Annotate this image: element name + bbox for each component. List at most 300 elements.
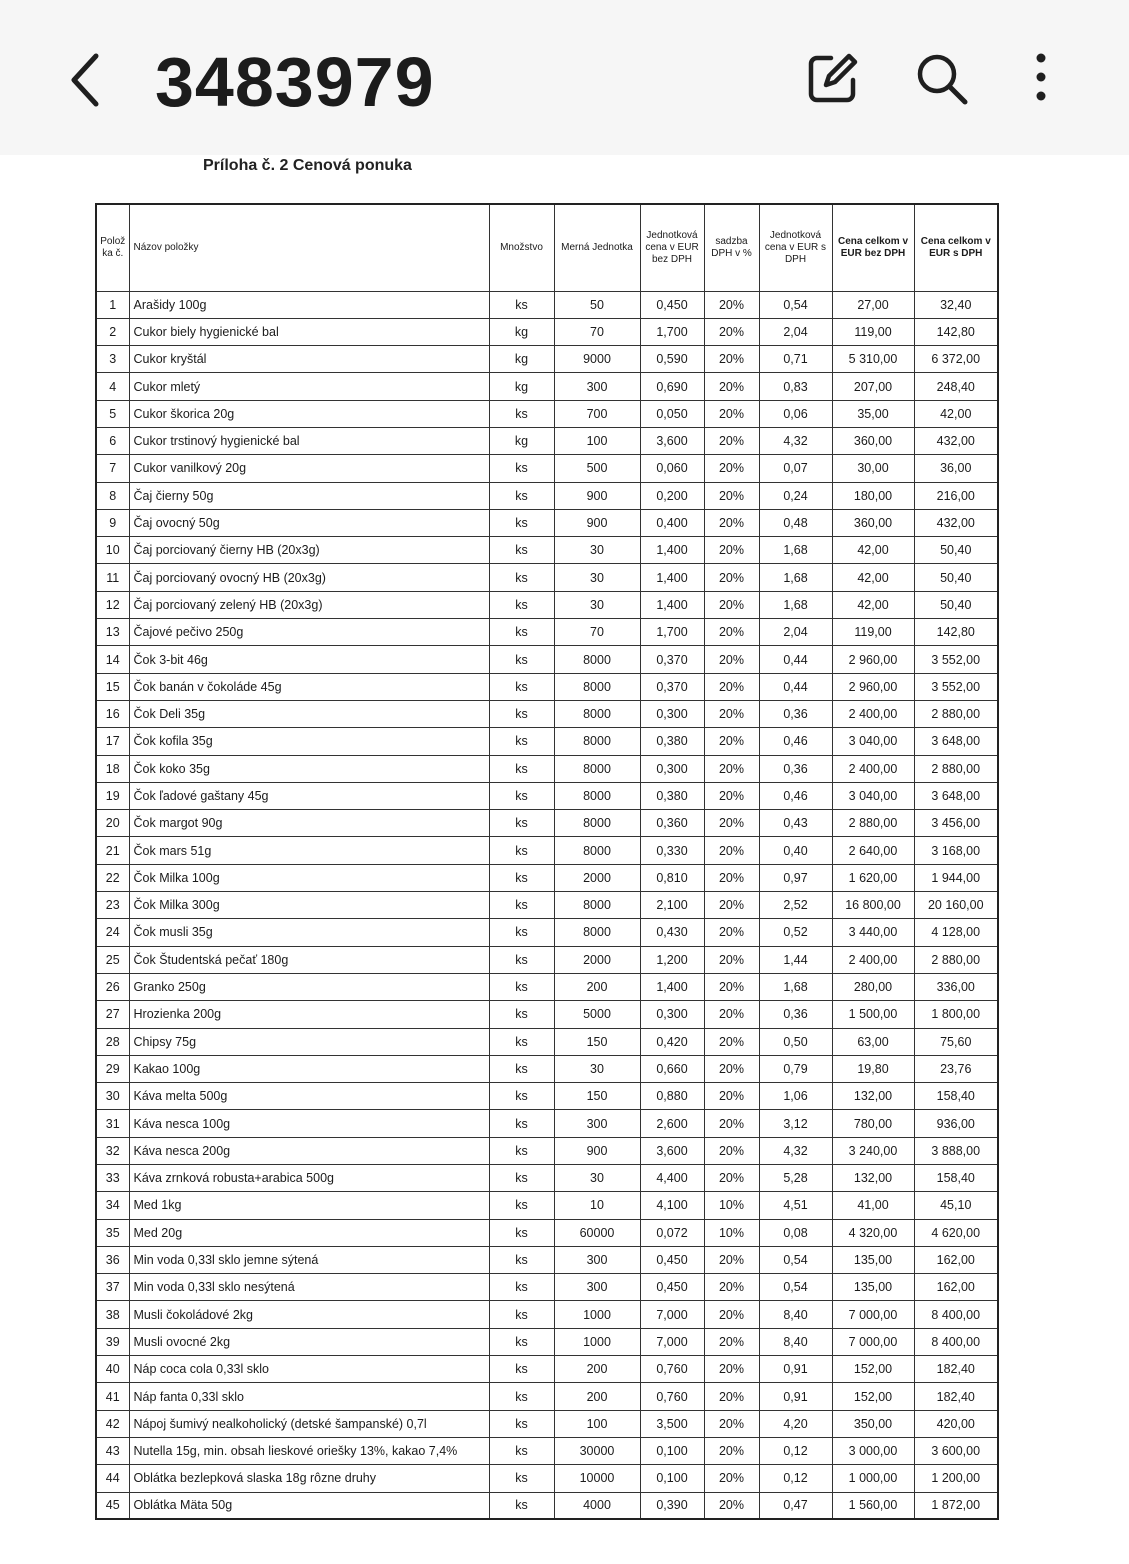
cell-qty: 300 [554, 1246, 640, 1273]
cell-total-gross: 936,00 [914, 1110, 998, 1137]
cell-name: Cukor trstinový hygienické bal [129, 427, 489, 454]
cell-total-gross: 1 872,00 [914, 1492, 998, 1519]
cell-unit-price-net: 0,380 [640, 728, 704, 755]
cell-vat-rate: 20% [704, 509, 759, 536]
cell-qty: 60000 [554, 1219, 640, 1246]
cell-name: Kakao 100g [129, 1055, 489, 1082]
cell-unit-price-gross: 2,04 [759, 318, 832, 345]
cell-unit-price-net: 7,000 [640, 1301, 704, 1328]
cell-qty: 10000 [554, 1465, 640, 1492]
cell-unit: ks [489, 537, 554, 564]
cell-unit-price-net: 4,100 [640, 1192, 704, 1219]
cell-total-gross: 420,00 [914, 1410, 998, 1437]
cell-unit-price-net: 0,660 [640, 1055, 704, 1082]
cell-total-net: 119,00 [832, 318, 914, 345]
cell-no: 43 [96, 1437, 129, 1464]
cell-qty: 300 [554, 373, 640, 400]
cell-vat-rate: 20% [704, 919, 759, 946]
table-row [96, 1465, 998, 1492]
cell-unit-price-net: 0,450 [640, 291, 704, 318]
cell-name: Hrozienka 200g [129, 1001, 489, 1028]
cell-unit-price-gross: 8,40 [759, 1328, 832, 1355]
cell-total-net: 27,00 [832, 291, 914, 318]
cell-vat-rate: 20% [704, 755, 759, 782]
cell-qty: 30 [554, 537, 640, 564]
cell-total-gross: 142,80 [914, 619, 998, 646]
cell-name: Chipsy 75g [129, 1028, 489, 1055]
cell-vat-rate: 20% [704, 1274, 759, 1301]
cell-unit: ks [489, 973, 554, 1000]
cell-total-net: 360,00 [832, 427, 914, 454]
cell-unit-price-net: 0,100 [640, 1465, 704, 1492]
cell-total-net: 2 400,00 [832, 946, 914, 973]
cell-name: Cukor vanilkový 20g [129, 455, 489, 482]
cell-unit-price-net: 7,000 [640, 1328, 704, 1355]
cell-total-gross: 3 168,00 [914, 837, 998, 864]
cell-no: 42 [96, 1410, 129, 1437]
cell-total-gross: 4 128,00 [914, 919, 998, 946]
cell-unit: ks [489, 619, 554, 646]
cell-name: Med 20g [129, 1219, 489, 1246]
cell-qty: 5000 [554, 1001, 640, 1028]
cell-unit: ks [489, 1383, 554, 1410]
cell-unit-price-gross: 0,50 [759, 1028, 832, 1055]
cell-unit: ks [489, 291, 554, 318]
cell-vat-rate: 20% [704, 564, 759, 591]
table-row [96, 1437, 998, 1464]
cell-vat-rate: 20% [704, 427, 759, 454]
cell-unit-price-gross: 2,04 [759, 619, 832, 646]
cell-unit-price-net: 3,500 [640, 1410, 704, 1437]
cell-no: 28 [96, 1028, 129, 1055]
cell-unit-price-gross: 0,47 [759, 1492, 832, 1519]
cell-vat-rate: 20% [704, 1356, 759, 1383]
cell-no: 10 [96, 537, 129, 564]
cell-vat-rate: 20% [704, 373, 759, 400]
cell-name: Cukor kryštál [129, 346, 489, 373]
table-row [96, 427, 998, 454]
cell-unit-price-gross: 0,44 [759, 646, 832, 673]
cell-total-gross: 8 400,00 [914, 1328, 998, 1355]
cell-vat-rate: 20% [704, 892, 759, 919]
cell-unit-price-net: 1,200 [640, 946, 704, 973]
cell-total-gross: 50,40 [914, 537, 998, 564]
cell-unit: ks [489, 1110, 554, 1137]
cell-total-net: 16 800,00 [832, 892, 914, 919]
cell-unit-price-net: 0,360 [640, 810, 704, 837]
table-row [96, 919, 998, 946]
cell-total-net: 2 640,00 [832, 837, 914, 864]
cell-unit-price-gross: 0,36 [759, 700, 832, 727]
cell-vat-rate: 20% [704, 837, 759, 864]
cell-total-gross: 216,00 [914, 482, 998, 509]
cell-unit: ks [489, 564, 554, 591]
table-row [96, 1410, 998, 1437]
cell-unit: kg [489, 346, 554, 373]
cell-name: Musli ovocné 2kg [129, 1328, 489, 1355]
cell-no: 45 [96, 1492, 129, 1519]
cell-name: Nutella 15g, min. obsah lieskové oriešky 13%, kakao 7,4% [129, 1437, 489, 1464]
table-row [96, 373, 998, 400]
cell-unit-price-gross: 0,54 [759, 1246, 832, 1273]
cell-qty: 8000 [554, 728, 640, 755]
cell-total-net: 180,00 [832, 482, 914, 509]
cell-unit-price-gross: 0,06 [759, 400, 832, 427]
table-row [96, 455, 998, 482]
cell-name: Cukor mletý [129, 373, 489, 400]
cell-vat-rate: 20% [704, 619, 759, 646]
cell-name: Čaj porciovaný čierny HB (20x3g) [129, 537, 489, 564]
cell-total-gross: 2 880,00 [914, 946, 998, 973]
cell-unit-price-net: 1,700 [640, 619, 704, 646]
cell-name: Čok mars 51g [129, 837, 489, 864]
table-row [96, 537, 998, 564]
cell-total-net: 132,00 [832, 1083, 914, 1110]
cell-qty: 30000 [554, 1437, 640, 1464]
cell-unit: ks [489, 892, 554, 919]
cell-qty: 500 [554, 455, 640, 482]
cell-unit: ks [489, 400, 554, 427]
search-button[interactable] [913, 50, 969, 106]
cell-no: 15 [96, 673, 129, 700]
cell-no: 29 [96, 1055, 129, 1082]
cell-total-net: 30,00 [832, 455, 914, 482]
cell-vat-rate: 20% [704, 946, 759, 973]
cell-name: Med 1kg [129, 1192, 489, 1219]
cell-name: Čok musli 35g [129, 919, 489, 946]
table-row [96, 564, 998, 591]
cell-unit-price-net: 0,370 [640, 646, 704, 673]
cell-vat-rate: 20% [704, 400, 759, 427]
col-header-unit: Merná Jednotka [554, 204, 640, 291]
table-row [96, 1219, 998, 1246]
cell-total-gross: 3 552,00 [914, 646, 998, 673]
cell-vat-rate: 20% [704, 782, 759, 809]
cell-name: Čok Deli 35g [129, 700, 489, 727]
cell-no: 20 [96, 810, 129, 837]
cell-unit-price-gross: 1,06 [759, 1083, 832, 1110]
cell-unit: ks [489, 919, 554, 946]
cell-qty: 8000 [554, 919, 640, 946]
cell-unit-price-net: 0,690 [640, 373, 704, 400]
cell-vat-rate: 10% [704, 1192, 759, 1219]
cell-total-net: 3 240,00 [832, 1137, 914, 1164]
cell-unit: ks [489, 1356, 554, 1383]
cell-unit-price-gross: 0,79 [759, 1055, 832, 1082]
cell-no: 26 [96, 973, 129, 1000]
cell-unit: ks [489, 509, 554, 536]
cell-unit: ks [489, 864, 554, 891]
cell-unit-price-net: 0,100 [640, 1437, 704, 1464]
cell-total-gross: 3 552,00 [914, 673, 998, 700]
edit-button[interactable] [805, 50, 861, 106]
cell-vat-rate: 20% [704, 973, 759, 1000]
cell-no: 14 [96, 646, 129, 673]
cell-vat-rate: 20% [704, 482, 759, 509]
cell-unit-price-net: 1,400 [640, 973, 704, 1000]
cell-vat-rate: 20% [704, 537, 759, 564]
cell-unit: ks [489, 673, 554, 700]
cell-qty: 900 [554, 482, 640, 509]
cell-total-net: 7 000,00 [832, 1301, 914, 1328]
cell-vat-rate: 20% [704, 1083, 759, 1110]
cell-total-gross: 8 400,00 [914, 1301, 998, 1328]
cell-qty: 8000 [554, 700, 640, 727]
cell-total-net: 4 320,00 [832, 1219, 914, 1246]
cell-total-net: 135,00 [832, 1274, 914, 1301]
cell-unit: ks [489, 1410, 554, 1437]
cell-qty: 4000 [554, 1492, 640, 1519]
cell-vat-rate: 20% [704, 810, 759, 837]
cell-total-gross: 336,00 [914, 973, 998, 1000]
cell-unit-price-gross: 0,91 [759, 1383, 832, 1410]
cell-total-net: 41,00 [832, 1192, 914, 1219]
cell-total-gross: 50,40 [914, 591, 998, 618]
table-row [96, 755, 998, 782]
cell-unit-price-net: 0,060 [640, 455, 704, 482]
cell-total-gross: 3 648,00 [914, 728, 998, 755]
table-row [96, 673, 998, 700]
cell-qty: 1000 [554, 1301, 640, 1328]
document-heading: Príloha č. 2 Cenová ponuka [203, 157, 412, 174]
cell-qty: 100 [554, 1410, 640, 1437]
cell-unit-price-net: 0,450 [640, 1274, 704, 1301]
table-row [96, 591, 998, 618]
cell-unit-price-net: 3,600 [640, 1137, 704, 1164]
cell-unit-price-net: 0,300 [640, 1001, 704, 1028]
cell-total-net: 35,00 [832, 400, 914, 427]
cell-total-gross: 182,40 [914, 1383, 998, 1410]
cell-total-net: 280,00 [832, 973, 914, 1000]
cell-total-gross: 158,40 [914, 1165, 998, 1192]
more-options-button[interactable] [1025, 50, 1057, 106]
cell-name: Musli čokoládové 2kg [129, 1301, 489, 1328]
cell-name: Cukor škorica 20g [129, 400, 489, 427]
cell-qty: 2000 [554, 864, 640, 891]
cell-unit: ks [489, 700, 554, 727]
cell-name: Cukor biely hygienické bal [129, 318, 489, 345]
table-row [96, 892, 998, 919]
cell-unit: ks [489, 1055, 554, 1082]
cell-qty: 8000 [554, 646, 640, 673]
cell-unit: ks [489, 646, 554, 673]
cell-name: Arašidy 100g [129, 291, 489, 318]
cell-qty: 9000 [554, 346, 640, 373]
cell-no: 34 [96, 1192, 129, 1219]
cell-unit: ks [489, 1137, 554, 1164]
cell-unit: ks [489, 1165, 554, 1192]
cell-total-gross: 3 888,00 [914, 1137, 998, 1164]
cell-vat-rate: 20% [704, 455, 759, 482]
cell-total-net: 2 960,00 [832, 673, 914, 700]
table-row [96, 482, 998, 509]
cell-unit-price-gross: 0,36 [759, 1001, 832, 1028]
cell-unit: kg [489, 373, 554, 400]
cell-total-net: 1 560,00 [832, 1492, 914, 1519]
cell-unit-price-gross: 0,24 [759, 482, 832, 509]
cell-total-gross: 20 160,00 [914, 892, 998, 919]
cell-total-gross: 32,40 [914, 291, 998, 318]
cell-name: Čok banán v čokoláde 45g [129, 673, 489, 700]
cell-no: 36 [96, 1246, 129, 1273]
cell-qty: 8000 [554, 755, 640, 782]
table-row [96, 318, 998, 345]
cell-total-gross: 142,80 [914, 318, 998, 345]
cell-unit-price-gross: 4,32 [759, 427, 832, 454]
cell-no: 19 [96, 782, 129, 809]
cell-qty: 30 [554, 1165, 640, 1192]
app-bar [0, 0, 1129, 155]
cell-total-gross: 45,10 [914, 1192, 998, 1219]
cell-unit-price-net: 1,700 [640, 318, 704, 345]
cell-total-net: 42,00 [832, 564, 914, 591]
cell-unit-price-gross: 0,54 [759, 1274, 832, 1301]
cell-name: Náp coca cola 0,33l sklo [129, 1356, 489, 1383]
table-row [96, 782, 998, 809]
table-row [96, 837, 998, 864]
cell-total-net: 132,00 [832, 1165, 914, 1192]
cell-qty: 1000 [554, 1328, 640, 1355]
table-row [96, 400, 998, 427]
table-row [96, 1028, 998, 1055]
cell-no: 38 [96, 1301, 129, 1328]
cell-total-net: 2 400,00 [832, 755, 914, 782]
cell-unit: ks [489, 1219, 554, 1246]
cell-vat-rate: 20% [704, 346, 759, 373]
cell-name: Čajové pečivo 250g [129, 619, 489, 646]
cell-total-net: 780,00 [832, 1110, 914, 1137]
cell-vat-rate: 20% [704, 1165, 759, 1192]
cell-total-gross: 6 372,00 [914, 346, 998, 373]
cell-total-net: 135,00 [832, 1246, 914, 1273]
cell-vat-rate: 20% [704, 673, 759, 700]
cell-unit-price-net: 0,330 [640, 837, 704, 864]
cell-no: 11 [96, 564, 129, 591]
cell-name: Čok Študentská pečať 180g [129, 946, 489, 973]
table-row [96, 1083, 998, 1110]
cell-no: 8 [96, 482, 129, 509]
cell-qty: 150 [554, 1028, 640, 1055]
cell-no: 37 [96, 1274, 129, 1301]
cell-no: 23 [96, 892, 129, 919]
cell-unit: ks [489, 1492, 554, 1519]
cell-name: Čok ľadové gaštany 45g [129, 782, 489, 809]
cell-qty: 30 [554, 564, 640, 591]
cell-unit-price-gross: 0,12 [759, 1465, 832, 1492]
cell-vat-rate: 20% [704, 1492, 759, 1519]
cell-vat-rate: 20% [704, 864, 759, 891]
cell-no: 24 [96, 919, 129, 946]
table-row [96, 1001, 998, 1028]
cell-total-net: 7 000,00 [832, 1328, 914, 1355]
cell-vat-rate: 20% [704, 1437, 759, 1464]
cell-name: Čaj porciovaný ovocný HB (20x3g) [129, 564, 489, 591]
cell-total-gross: 3 600,00 [914, 1437, 998, 1464]
cell-unit-price-gross: 0,12 [759, 1437, 832, 1464]
cell-total-gross: 50,40 [914, 564, 998, 591]
cell-no: 40 [96, 1356, 129, 1383]
table-row [96, 1492, 998, 1519]
table-row [96, 1301, 998, 1328]
back-button[interactable] [62, 50, 112, 110]
cell-unit-price-gross: 0,52 [759, 919, 832, 946]
cell-unit-price-gross: 0,97 [759, 864, 832, 891]
cell-unit: ks [489, 1001, 554, 1028]
table-row [96, 728, 998, 755]
cell-vat-rate: 20% [704, 1110, 759, 1137]
cell-unit-price-gross: 0,48 [759, 509, 832, 536]
table-row [96, 1328, 998, 1355]
cell-qty: 50 [554, 291, 640, 318]
cell-qty: 8000 [554, 673, 640, 700]
cell-unit-price-net: 1,400 [640, 537, 704, 564]
cell-unit: ks [489, 728, 554, 755]
cell-vat-rate: 20% [704, 1246, 759, 1273]
cell-no: 27 [96, 1001, 129, 1028]
cell-name: Min voda 0,33l sklo jemne sýtená [129, 1246, 489, 1273]
cell-vat-rate: 20% [704, 728, 759, 755]
table-row [96, 946, 998, 973]
cell-unit-price-gross: 5,28 [759, 1165, 832, 1192]
table-row [96, 700, 998, 727]
cell-unit-price-net: 1,400 [640, 591, 704, 618]
cell-no: 32 [96, 1137, 129, 1164]
cell-no: 33 [96, 1165, 129, 1192]
cell-vat-rate: 20% [704, 1328, 759, 1355]
cell-unit-price-net: 0,300 [640, 755, 704, 782]
cell-qty: 700 [554, 400, 640, 427]
cell-total-gross: 1 800,00 [914, 1001, 998, 1028]
cell-qty: 300 [554, 1110, 640, 1137]
cell-total-net: 152,00 [832, 1383, 914, 1410]
cell-total-gross: 3 456,00 [914, 810, 998, 837]
cell-name: Oblátka bezlepková slaska 18g rôzne druhy [129, 1465, 489, 1492]
col-header-qty: Množstvo [489, 204, 554, 291]
cell-unit: ks [489, 1437, 554, 1464]
cell-no: 44 [96, 1465, 129, 1492]
more-vertical-icon [1025, 50, 1057, 106]
cell-total-net: 42,00 [832, 591, 914, 618]
cell-total-gross: 162,00 [914, 1274, 998, 1301]
cell-unit-price-net: 0,370 [640, 673, 704, 700]
table-row [96, 1192, 998, 1219]
cell-unit-price-gross: 1,68 [759, 564, 832, 591]
cell-vat-rate: 20% [704, 291, 759, 318]
cell-qty: 8000 [554, 810, 640, 837]
cell-no: 5 [96, 400, 129, 427]
col-header-total-gross: Cena celkom v EUR s DPH [914, 204, 998, 291]
cell-qty: 2000 [554, 946, 640, 973]
cell-qty: 70 [554, 619, 640, 646]
cell-unit-price-net: 0,390 [640, 1492, 704, 1519]
cell-total-gross: 23,76 [914, 1055, 998, 1082]
cell-unit: ks [489, 1328, 554, 1355]
cell-vat-rate: 20% [704, 1028, 759, 1055]
cell-total-gross: 182,40 [914, 1356, 998, 1383]
cell-unit-price-gross: 1,68 [759, 591, 832, 618]
cell-total-gross: 3 648,00 [914, 782, 998, 809]
cell-no: 16 [96, 700, 129, 727]
cell-total-gross: 248,40 [914, 373, 998, 400]
cell-total-gross: 1 200,00 [914, 1465, 998, 1492]
cell-vat-rate: 20% [704, 1383, 759, 1410]
cell-unit: ks [489, 482, 554, 509]
cell-total-net: 1 000,00 [832, 1465, 914, 1492]
cell-unit-price-gross: 0,07 [759, 455, 832, 482]
cell-total-gross: 4 620,00 [914, 1219, 998, 1246]
cell-vat-rate: 10% [704, 1219, 759, 1246]
cell-no: 35 [96, 1219, 129, 1246]
